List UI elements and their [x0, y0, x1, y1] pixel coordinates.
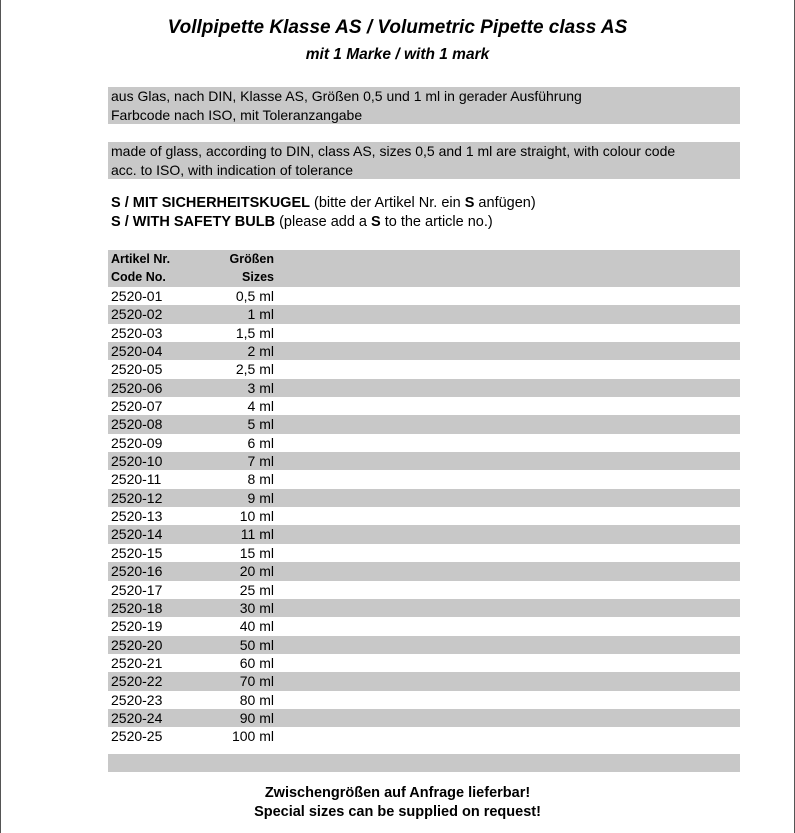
safety-note-text: to the article no.) — [380, 214, 493, 230]
article-code: 2520-23 — [111, 691, 163, 708]
safety-note-german — [111, 195, 536, 211]
table-header — [108, 250, 740, 287]
article-code: 2520-18 — [111, 599, 163, 616]
article-size: 0,5 ml — [235, 288, 274, 304]
article-size: 30 ml — [239, 599, 274, 616]
description-line: acc. to ISO, with indication of tolerance — [111, 161, 354, 178]
article-code: 2520-19 — [111, 618, 163, 635]
description-german — [108, 87, 740, 124]
article-size: 5 ml — [247, 416, 274, 433]
table-row — [108, 397, 740, 415]
table-row — [108, 636, 740, 654]
footer-note-german: Zwischengrößen auf Anfrage lieferbar! — [264, 785, 531, 801]
article-code: 2520-05 — [111, 361, 163, 378]
table-row — [108, 617, 740, 635]
article-code: 2520-08 — [111, 416, 163, 433]
table-row — [108, 691, 740, 709]
safety-note-letter: S — [371, 214, 381, 230]
article-size: 60 ml — [239, 654, 274, 671]
table-row — [108, 305, 740, 323]
table-row — [108, 654, 740, 672]
article-size: 11 ml — [240, 526, 274, 543]
article-code: 2520-07 — [111, 398, 163, 415]
table-row — [108, 360, 740, 378]
table-row — [108, 562, 740, 580]
description-english — [108, 142, 740, 179]
article-size: 1,5 ml — [235, 324, 274, 341]
article-size: 1 ml — [247, 306, 274, 323]
article-code: 2520-11 — [111, 471, 162, 488]
safety-note-text: (bitte der Artikel Nr. ein — [310, 195, 465, 211]
article-size: 15 ml — [239, 544, 274, 561]
article-code: 2520-12 — [111, 489, 163, 506]
article-code: 2520-03 — [111, 324, 163, 341]
page-border-left — [0, 0, 1, 833]
table-row — [108, 525, 740, 543]
safety-note-text: anfügen) — [474, 195, 536, 211]
table-row — [108, 342, 740, 360]
article-code: 2520-09 — [111, 434, 163, 451]
article-size: 6 ml — [247, 434, 274, 451]
article-size: 40 ml — [239, 618, 274, 635]
safety-note-english — [111, 214, 493, 230]
article-size: 2 ml — [247, 343, 274, 360]
table-row — [108, 672, 740, 690]
table-row — [108, 452, 740, 470]
article-code: 2520-01 — [111, 288, 163, 304]
table-row — [108, 415, 740, 433]
product-table — [108, 250, 740, 772]
article-size: 4 ml — [247, 398, 274, 415]
article-size: 25 ml — [239, 581, 274, 598]
article-size: 20 ml — [239, 563, 274, 580]
article-size: 7 ml — [247, 453, 274, 470]
safety-note-text: (please add a — [275, 214, 372, 230]
article-code: 2520-06 — [111, 379, 163, 396]
article-size: 70 ml — [239, 673, 274, 690]
table-row — [108, 599, 740, 617]
column-header-code-de: Artikel Nr. — [111, 252, 171, 266]
table-row — [108, 287, 740, 305]
description-line: made of glass, according to DIN, class AS, sizes 0,5 and 1 ml are straight, with colour code — [111, 143, 676, 159]
article-code: 2520-17 — [111, 581, 163, 598]
table-row — [108, 324, 740, 342]
table-row — [108, 507, 740, 525]
article-code: 2520-15 — [111, 544, 163, 561]
table-footer-band — [108, 754, 740, 772]
description-line: Farbcode nach ISO, mit Toleranzangabe — [111, 106, 363, 123]
article-size: 2,5 ml — [235, 361, 274, 378]
article-code: 2520-02 — [111, 306, 163, 323]
column-header-size-de: Größen — [229, 252, 274, 266]
article-code: 2520-24 — [111, 709, 163, 726]
safety-note-heading: S / MIT SICHERHEITSKUGEL — [111, 195, 310, 211]
safety-note-letter: S — [464, 195, 475, 211]
article-size: 3 ml — [247, 379, 274, 396]
column-header-size-en: Sizes — [242, 270, 274, 284]
article-size: 8 ml — [247, 471, 274, 488]
page-subtitle: mit 1 Marke / with 1 mark — [305, 46, 490, 63]
page-title: Vollpipette Klasse AS / Volumetric Pipette class AS — [167, 17, 628, 38]
article-size: 9 ml — [247, 489, 274, 506]
article-code: 2520-25 — [111, 728, 163, 745]
table-row — [108, 581, 740, 599]
table-row — [108, 489, 740, 507]
table-row — [108, 727, 740, 745]
column-header-code-en: Code No. — [111, 270, 166, 284]
description-line: aus Glas, nach DIN, Klasse AS, Größen 0,5 und 1 ml in gerader Ausführung — [111, 88, 582, 104]
article-code: 2520-20 — [111, 636, 163, 653]
article-size: 100 ml — [231, 728, 274, 745]
table-row — [108, 379, 740, 397]
table-row — [108, 709, 740, 727]
article-code: 2520-16 — [111, 563, 163, 580]
table-body — [108, 287, 740, 746]
article-size: 10 ml — [239, 508, 274, 525]
article-size: 80 ml — [239, 691, 274, 708]
article-code: 2520-21 — [111, 654, 163, 671]
article-code: 2520-04 — [111, 343, 163, 360]
table-row — [108, 544, 740, 562]
article-code: 2520-22 — [111, 673, 163, 690]
table-row — [108, 470, 740, 488]
article-size: 90 ml — [239, 709, 274, 726]
safety-note-heading: S / WITH SAFETY BULB — [111, 214, 276, 230]
article-size: 50 ml — [239, 636, 274, 653]
table-row — [108, 434, 740, 452]
article-code: 2520-14 — [111, 526, 163, 543]
article-code: 2520-13 — [111, 508, 163, 525]
article-code: 2520-10 — [111, 453, 163, 470]
footer-note-english: Special sizes can be supplied on request! — [254, 804, 541, 820]
